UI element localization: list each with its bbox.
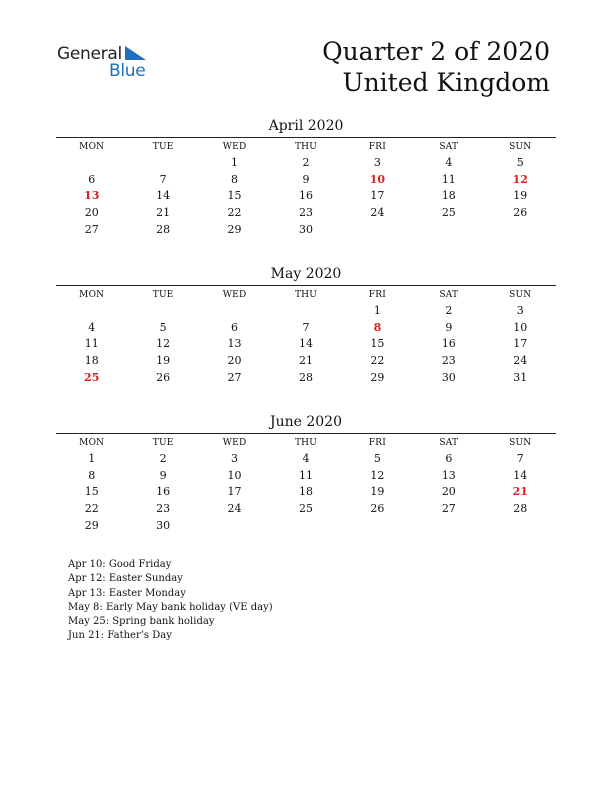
holiday-notes [68,558,273,644]
weekday-label: THU [294,290,317,300]
weekday-label: SUN [509,438,532,448]
day-cell: 13 [441,468,456,482]
weekday-label: TUE [152,142,174,152]
holiday-day-cell: 8 [373,320,382,334]
week-row [56,468,556,484]
holiday-note: Apr 10: Good Friday [68,559,172,570]
day-cell: 30 [156,518,171,532]
day-cell: 25 [441,206,456,220]
week-row [56,501,556,517]
day-cell: 16 [298,189,313,203]
day-cell [413,518,484,534]
day-cell: 6 [231,320,239,334]
weekday-header [56,433,556,450]
day-cell: 3 [373,156,381,169]
day-cell: 24 [513,354,528,368]
day-cell: 12 [156,337,171,351]
day-cell: 12 [370,468,385,482]
day-cell: 14 [156,189,171,203]
day-cell: 27 [441,502,456,516]
day-cell: 7 [302,320,310,334]
day-cell: 2 [302,156,310,169]
weekday-label: SAT [439,438,459,448]
holiday-note: May 25: Spring bank holiday [68,616,215,628]
day-cell: 28 [298,370,313,384]
day-cell: 11 [298,468,313,482]
day-cell: 1 [88,452,96,465]
holiday-note: Apr 12: Easter Sunday [68,573,183,585]
day-cell: 23 [441,354,456,368]
day-cell: 27 [227,370,242,384]
day-cell: 26 [370,502,385,516]
weekday-label: MON [79,142,105,152]
weekday-label: FRI [368,142,386,152]
day-cell [485,518,556,534]
weekday-label: MON [79,290,105,300]
holiday-day-cell: 21 [512,485,528,499]
day-cell: 20 [441,485,456,499]
title-country: United Kingdom [342,68,550,97]
week-row [56,205,556,221]
weekday-label: TUE [152,438,174,448]
month-calendar [56,413,556,533]
weekday-label: SUN [509,290,532,300]
day-cell: 21 [156,206,171,220]
day-cell: 6 [445,452,453,465]
logo-flag-icon [125,46,147,62]
weekday-label: THU [294,142,317,152]
day-cell: 22 [227,206,242,220]
day-cell [199,518,270,534]
month-calendar [56,117,556,237]
day-cell: 24 [370,206,385,220]
day-cell: 9 [445,320,453,334]
weekday-label: FRI [368,290,386,300]
day-cell: 8 [231,172,239,186]
week-row [56,353,556,369]
day-cell: 28 [513,502,528,516]
day-cell [199,303,270,319]
month-title: April 2020 [268,118,344,134]
month-title: June 2020 [269,414,342,430]
weekday-label: FRI [368,438,386,448]
holiday-note: Jun 21: Father’s Day [68,630,172,642]
week-row [56,451,556,467]
holiday-note: May 8: Early May bank holiday (VE day) [68,601,273,613]
holiday-day-cell: 12 [512,172,528,186]
day-cell: 19 [156,354,171,368]
day-cell: 8 [88,468,96,482]
logo [57,44,167,84]
day-cell: 24 [227,502,242,516]
day-cell: 29 [370,370,385,384]
weekday-label: WED [222,438,247,448]
week-row [56,172,556,188]
day-cell [270,303,341,319]
weekday-label: SAT [439,290,459,300]
week-row [56,155,556,171]
day-cell: 9 [302,172,310,186]
week-row [56,370,556,386]
logo-text-general: General [57,44,122,64]
day-cell: 14 [513,468,528,482]
day-cell: 3 [231,452,239,465]
day-cell: 18 [441,189,456,203]
day-cell: 9 [159,468,167,482]
day-cell: 4 [88,320,96,334]
week-row [56,320,556,336]
day-cell: 17 [370,189,385,203]
day-cell: 17 [513,337,528,351]
holiday-note: Apr 13: Easter Monday [68,587,186,599]
day-cell: 5 [373,452,381,465]
weekday-label: SUN [509,142,532,152]
day-cell: 1 [231,156,239,169]
day-cell: 2 [159,452,167,465]
day-cell [127,155,198,171]
title-quarter: Quarter 2 of 2020 [322,37,550,66]
day-cell: 3 [516,304,524,317]
weekday-label: THU [294,438,317,448]
day-cell [413,222,484,238]
holiday-day-cell: 10 [369,172,386,186]
day-cell: 10 [227,468,242,482]
day-cell [270,518,341,534]
week-row [56,336,556,352]
day-cell: 20 [84,206,99,220]
day-cell [127,303,198,319]
day-cell: 22 [370,354,385,368]
day-cell: 11 [84,337,99,351]
week-row [56,303,556,319]
weekday-label: MON [79,438,105,448]
day-cell: 11 [441,172,456,186]
weekday-header [56,137,556,154]
day-cell: 16 [156,485,171,499]
week-row [56,518,556,534]
day-cell: 26 [513,206,528,220]
day-cell: 18 [298,485,313,499]
page-title [322,36,550,98]
week-row [56,188,556,204]
day-cell: 15 [227,189,242,203]
day-cell: 31 [513,370,528,384]
day-cell: 2 [445,304,453,317]
day-cell: 22 [84,502,99,516]
day-cell: 5 [159,320,167,334]
holiday-day-cell: 13 [84,189,100,203]
day-cell: 29 [84,518,99,532]
day-cell: 30 [441,370,456,384]
week-row [56,222,556,238]
day-cell: 15 [370,337,385,351]
day-cell: 5 [516,156,524,169]
day-cell: 27 [84,222,99,236]
day-cell: 28 [156,222,171,236]
day-cell: 6 [88,172,96,186]
holiday-day-cell: 25 [84,370,100,384]
day-cell: 7 [516,452,524,465]
weekday-label: SAT [439,142,459,152]
week-row [56,484,556,500]
month-calendar [56,265,556,385]
day-cell: 21 [298,354,313,368]
day-cell: 14 [298,337,313,351]
day-cell: 4 [445,156,453,169]
day-cell: 18 [84,354,99,368]
day-cell: 1 [373,304,381,317]
day-cell [56,303,127,319]
day-cell: 25 [298,502,313,516]
day-cell: 10 [513,320,528,334]
day-cell: 26 [156,370,171,384]
day-cell [342,518,413,534]
day-cell: 23 [156,502,171,516]
day-cell: 4 [302,452,310,465]
day-cell: 20 [227,354,242,368]
weekday-header [56,285,556,302]
day-cell [342,222,413,238]
day-cell: 19 [370,485,385,499]
weekday-label: WED [222,290,247,300]
day-cell: 30 [298,222,313,236]
month-title: May 2020 [270,266,342,282]
day-cell [56,155,127,171]
day-cell: 19 [513,189,528,203]
day-cell: 7 [159,172,167,186]
day-cell: 15 [84,485,99,499]
weekday-label: TUE [152,290,174,300]
day-cell: 29 [227,222,242,236]
day-cell: 17 [227,485,242,499]
logo-text-blue: Blue [109,61,146,81]
day-cell: 16 [441,337,456,351]
weekday-label: WED [222,142,247,152]
day-cell: 13 [227,337,242,351]
day-cell [485,222,556,238]
day-cell: 23 [298,206,313,220]
